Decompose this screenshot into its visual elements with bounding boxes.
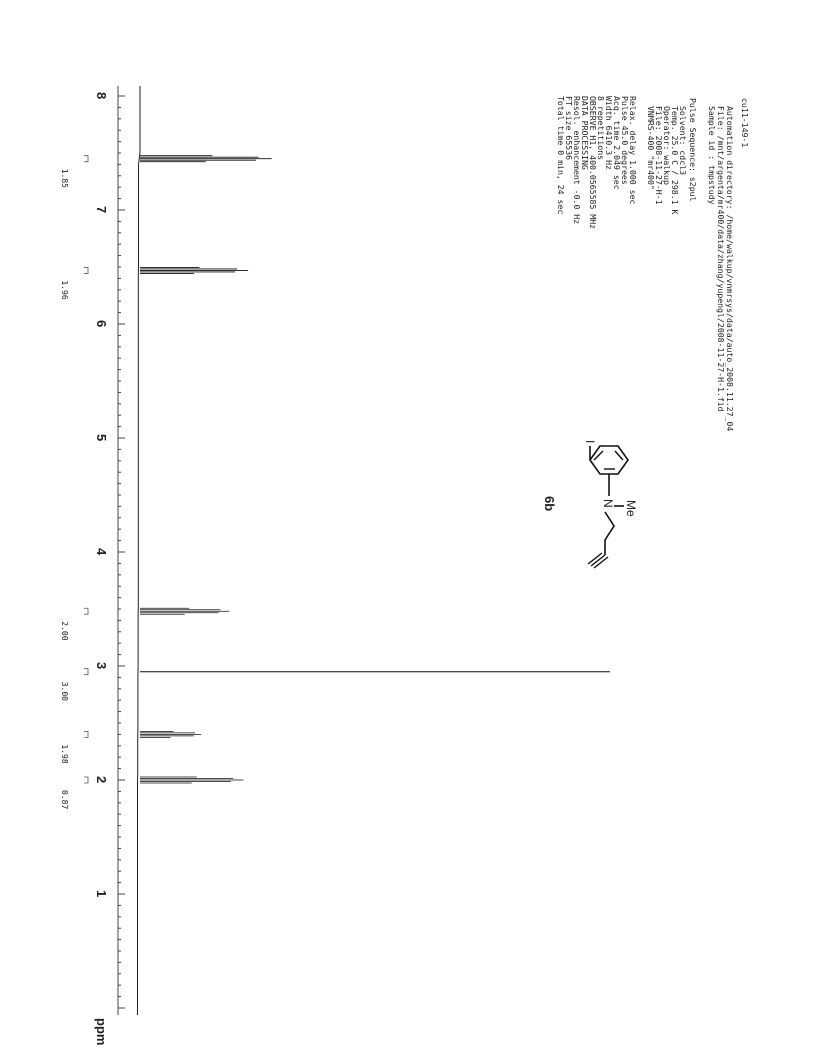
integral-bracket: [84, 267, 88, 273]
param-2-line-8: Resol. enhancement -0.0 Hz: [572, 96, 582, 225]
spectrum-trace-group: [138, 86, 611, 1015]
integral-value: 1.96: [60, 280, 69, 300]
header-line-2: File: /mnt/argenta/mr400/data/zhang/yupengl/2008-11-27-H-1.fid: [716, 106, 726, 412]
peak: [140, 156, 272, 162]
param-2-line-3: Acq. time 2.049 sec: [612, 96, 622, 190]
tick-label: 4: [94, 548, 109, 556]
peak: [140, 267, 248, 273]
param-1-line-1: Pulse Sequence: s2pul: [688, 98, 698, 202]
param-2-line-9: FT size 65536: [564, 96, 574, 161]
integral-value: 2.00: [60, 621, 69, 641]
peak: [140, 608, 229, 614]
peak: [140, 731, 201, 737]
methyl-label: Me: [624, 500, 638, 517]
molecule-structure: [542, 440, 638, 568]
param-2-line-7: DATA PROCESSING: [580, 96, 590, 170]
integral-bracket: [84, 777, 88, 783]
iodine-label: I: [583, 440, 597, 444]
nitrogen-label: N: [601, 499, 615, 508]
header-line-3: Sample id : tmpstudy: [707, 106, 717, 205]
tick-label: 6: [94, 320, 109, 328]
butynyl-chain: [605, 512, 614, 555]
param-1-line-4: Operator: walkup: [662, 106, 672, 185]
param-2-line-4: Width 6410.3 Hz: [604, 96, 614, 170]
integral-value: 1.98: [60, 744, 69, 764]
metadata-block: [556, 96, 750, 431]
axis-unit-label: ppm: [94, 1018, 109, 1046]
tick-label: 3: [94, 662, 109, 670]
param-1-line-6: VNMRS-400 "mr400": [646, 106, 656, 190]
param-2-line-1: Relax. delay 1.000 sec: [628, 96, 638, 205]
compound-label: 6b: [542, 496, 557, 512]
tick-label: 8: [94, 92, 109, 100]
tick-label: 7: [94, 206, 109, 214]
integral-value: 0.87: [60, 790, 69, 810]
integral-bracket: [84, 608, 88, 614]
param-1-line-3: Temp. 25.0 C / 298.1 K: [670, 106, 680, 215]
tick-label: 5: [94, 434, 109, 442]
param-2-line-5: 8 repetitions: [596, 96, 606, 161]
tick-label: 1: [94, 890, 109, 898]
sample-name: cu11-149-1: [740, 98, 750, 148]
integral-value: 1.85: [60, 168, 69, 188]
spectrum-baseline: [138, 86, 141, 1015]
integral-bracket: [84, 731, 88, 737]
peak: [140, 777, 243, 783]
integral-value: 3.00: [60, 681, 69, 701]
param-1-line-5: File: 2008-11-27-H-1: [654, 106, 664, 205]
integral-bracket: [84, 156, 88, 162]
param-1-line-2: Solvent: cdcl3: [678, 106, 688, 176]
param-2-line-10: Total time 0 min, 24 sec: [556, 96, 566, 215]
tick-label: 2: [94, 776, 109, 784]
x-axis: [94, 86, 125, 1045]
header-line-1: Automation directory: /home/walkup/vnmrsys/data/auto_2008.11.27_04: [725, 106, 735, 432]
integral-bracket: [84, 669, 88, 675]
param-2-line-2: Pulse 45.0 degrees: [620, 96, 630, 185]
integral-labels: [60, 156, 88, 810]
param-2-line-6: OBSERVE H1, 400.0565585 MHz: [588, 96, 598, 230]
